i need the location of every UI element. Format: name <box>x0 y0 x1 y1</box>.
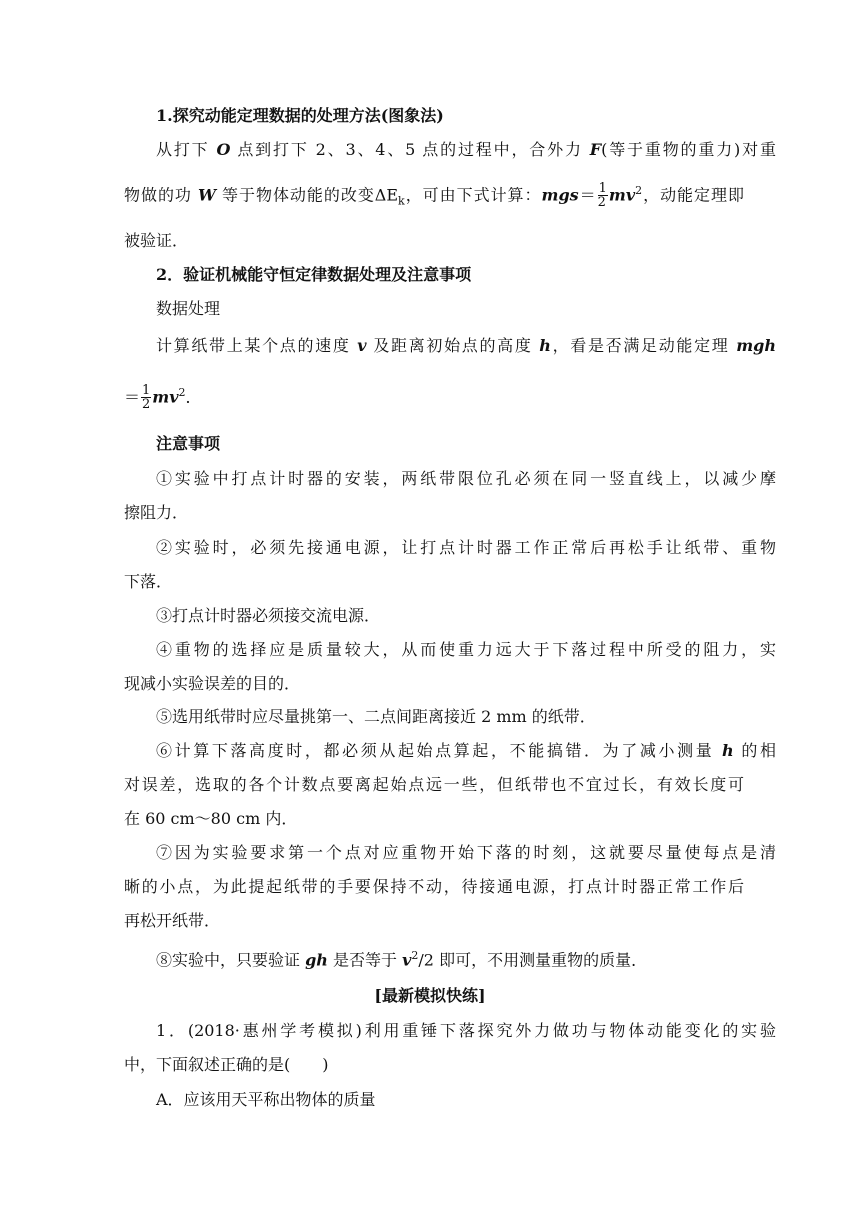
note-4-line-1: ④重物的选择应是质量较大，从而使重力远大于下落过程中所受的阻力，实 <box>156 640 776 659</box>
note-7-line-2: 晰的小点，为此提起纸带的手要保持不动，待接通电源，打点计时器正常工作后 <box>124 877 744 896</box>
fraction: $\frac{1}{2}$ <box>142 383 151 413</box>
option-a: A．应该用天平称出物体的质量 <box>156 1090 376 1109</box>
note-6-line-2: 对误差，选取的各个计数点要离起始点远一些，但纸带也不宜过长，有效长度可 <box>124 775 744 794</box>
fraction: $\frac{1}{2}$ <box>597 181 607 211</box>
practice-section-title: [最新模拟快练] <box>374 986 486 1005</box>
note-1-line-1: ①实验中打点计时器的安装，两纸带限位孔必须在同一竖直线上，以减少摩 <box>156 469 776 488</box>
note-4-line-2: 现减小实验误差的目的． <box>124 674 301 693</box>
data-processing-line-1: 计算纸带上某个点的速度 v 及距离初始点的高度 h，看是否满足动能定理 mgh <box>156 336 776 355</box>
section-1-title: 1.探究动能定理数据的处理方法(图象法) <box>156 106 444 125</box>
note-6-line-1: ⑥计算下落高度时，都必须从起始点算起，不能搞错．为了减小测量 h 的相 <box>156 741 776 760</box>
section-2-title: 2．验证机械能守恒定律数据处理及注意事项 <box>156 265 472 284</box>
note-2-line-1: ②实验时，必须先接通电源，让打点计时器工作正常后再松手让纸带、重物 <box>156 538 776 557</box>
note-3: ③打点计时器必须接交流电源． <box>156 606 381 625</box>
note-6-line-3: 在 60 cm～80 cm 内． <box>124 809 298 828</box>
question-1-line-2: 中，下面叙述正确的是( ) <box>124 1055 329 1074</box>
note-5: ⑤选用纸带时应尽量挑第一、二点间距离接近 2 mm 的纸带． <box>156 707 596 726</box>
note-2-line-2: 下落． <box>124 572 173 591</box>
section-1-paragraph-line-1: 从打下 O 点到打下 2、3、4、5 点的过程中，合外力 F(等于重物的重力)对重 <box>156 140 776 159</box>
section-1-paragraph-line-3: 被验证． <box>124 231 189 250</box>
note-7-line-1: ⑦因为实验要求第一个点对应重物开始下落的时刻，这就要尽量使每点是清 <box>156 843 776 862</box>
section-1-paragraph-line-2: 物做的功 W 等于物体动能的改变$\Delta E_k$，可由下式计算：mgs＝ $\frac{1}{2}$ $mv^2$，动能定理即 <box>124 181 744 211</box>
notes-heading: 注意事项 <box>156 434 221 453</box>
note-8: ⑧实验中，只要验证 gh 是否等于 $v^2/2$ 即可，不用测量重物的质量． <box>156 949 648 970</box>
data-processing-heading: 数据处理 <box>156 299 221 318</box>
question-1-line-1: 1．(2018·惠州学考模拟)利用重锤下落探究外力做功与物体动能变化的实验 <box>156 1021 776 1040</box>
note-7-line-3: 再松开纸带． <box>124 911 221 930</box>
data-processing-line-2: ＝ $\frac{1}{2}$ $mv^2$． <box>124 383 202 413</box>
note-1-line-2: 擦阻力． <box>124 503 189 522</box>
